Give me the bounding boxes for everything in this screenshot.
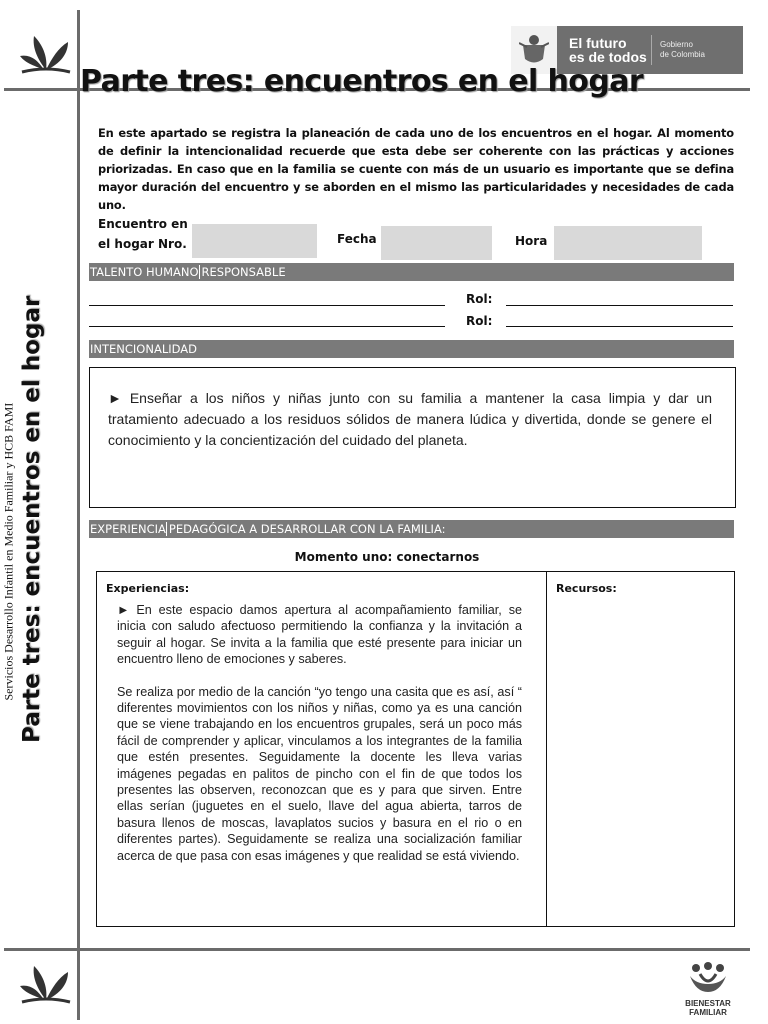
intention-text: ► Enseñar a los niños y niñas junto con su familia a mantener la casa limpia y dar un tratamiento adecuado a los residuos sólidos de manera lúdica y divertida, donde se genere el conocimiento y la concientización del cuidado del planeta. — [108, 390, 712, 448]
talent-name-line-2[interactable] — [89, 326, 445, 327]
role-label-2: Rol: — [466, 314, 493, 328]
role-line-2[interactable] — [506, 326, 733, 327]
talent-section-header: TALENTO HUMANO RESPONSABLE — [89, 263, 734, 281]
encounter-number-field[interactable] — [192, 224, 317, 258]
role-label-1: Rol: — [466, 292, 493, 306]
frame-bottom-line — [4, 948, 750, 951]
gov-slogan: El futuro es de todos — [569, 35, 647, 65]
date-label: Fecha — [337, 232, 377, 246]
leaf-logo-icon-bottom — [18, 960, 74, 1006]
time-field[interactable] — [554, 226, 702, 260]
sidebar-subtitle: Servicios Desarrollo Infantil en Medio Familiar y HCB FAMI — [1, 402, 16, 701]
intention-section-header: INTENCIONALIDAD — [89, 340, 734, 358]
date-field[interactable] — [381, 226, 492, 260]
intro-paragraph: En este apartado se registra la planeación de cada uno de los encuentros en el hogar. Al momento de definir la intencionalidad recuerde que esta debe ser coherente con las prácticas y acciones priorizadas. En caso que en la familia se cuente con más de un usuario es importante que se defina mayor duración del encuentro y se aborden en el mismo las particularidades y necesidades de cada uno. — [98, 126, 734, 212]
encounter-label: Encuentro en el hogar Nro. — [98, 217, 188, 251]
experiences-text — [117, 602, 522, 880]
page-title: Parte tres: encuentros en el hogar — [80, 64, 644, 99]
experience-section-header: EXPERIENCIA PEDAGÓGICA A DESARROLLAR CON LA FAMILIA: — [89, 520, 734, 538]
moment-title: Momento uno: conectarnos — [294, 550, 480, 564]
family-icon — [686, 962, 730, 994]
sidebar-title: Parte tres: encuentros en el hogar — [19, 295, 45, 743]
talent-name-line-1[interactable] — [89, 305, 445, 306]
leaf-logo-icon — [18, 30, 74, 76]
experience-table-divider — [546, 571, 547, 927]
resources-column-label: Recursos: — [556, 582, 617, 595]
frame-vertical-line — [77, 10, 80, 1020]
experience-paragraph-1: ► En este espacio damos apertura al acompañamiento familiar, se inicia con saludo afectuoso permitiendo la confianza y la invitación a seguir al hogar. Se invita a la familia que esté presente para iniciar un encuentro lleno de emociones y saberes. — [117, 603, 522, 667]
gov-name: Gobierno de Colombia — [651, 35, 705, 65]
role-line-1[interactable] — [506, 305, 733, 306]
bienestar-familiar-logo: BIENESTAR FAMILIAR — [683, 962, 733, 1018]
experience-paragraph-2: Se realiza por medio de la canción “yo tengo una casita que es así, así “ diferentes movimientos con los niños y niñas, como ya es una canción que se viene trabajando en los encuentros grupales, será un poco más fácil de comprender y aplicar, vinculamos a los integrantes de la familia que estén presentes. Seguidamente la docente les lleva varias imágenes pegadas en palitos de pincho con el fin de que todos los presentes las observen, reconozcan que es y para que sirven. Entre ellas serían (juguetes en el suelo, llave del agua abierta, tarros de basura llenos de moscas, lavaplatos sucios y basura en el rio o en diferentes partes). Seguidamente se realiza una socialización familiar acerca de que pasa con esas imágenes y que realidad se está viviendo. — [117, 684, 522, 863]
experiences-column-label: Experiencias: — [106, 582, 190, 595]
time-label: Hora — [515, 234, 548, 248]
